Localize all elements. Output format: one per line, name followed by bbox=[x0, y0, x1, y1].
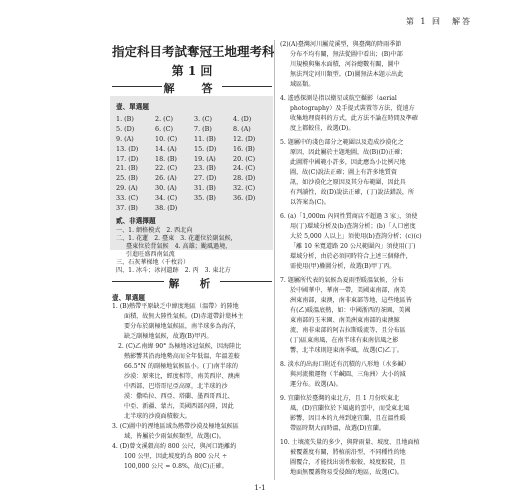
explanation-heading: 解 析 bbox=[168, 278, 216, 290]
answers-heading: 解 答 bbox=[163, 82, 221, 95]
right-text-line: 10. 土壤流失量的多少，與降雨量、坡度、且地面植 bbox=[280, 439, 420, 446]
explanation-rule-right bbox=[220, 281, 272, 282]
explanation-line: 2. (C)乙南緯 90° 為極地冰冠氣候，因海陸比 bbox=[118, 343, 242, 350]
right-text-line: photography）及手提式裝置等方法，從遠方 bbox=[290, 105, 415, 112]
column-divider bbox=[274, 40, 275, 480]
non-choice-answer: 一、1. 網格模式 2. 西北向 bbox=[116, 227, 193, 234]
mc-answer: 10. (C) bbox=[155, 134, 178, 143]
mc-answer: 8. (A) bbox=[233, 124, 251, 133]
mc-answer bbox=[233, 204, 272, 214]
mc-answer: 11. (B) bbox=[194, 134, 216, 143]
round-title: 第 1 回 bbox=[171, 64, 213, 78]
mc-answer: 24. (C) bbox=[233, 164, 256, 173]
mc-answer: 36. (D) bbox=[233, 194, 256, 203]
mc-answer: 14. (A) bbox=[155, 144, 177, 153]
right-text-line: 7. 題屬所代表的氣候為夏雨型暖溫氣候，分布 bbox=[280, 277, 404, 284]
explanation-line: 100 公里，因此坡度約為 800 公尺 ÷ bbox=[124, 453, 228, 460]
answers-rule-right bbox=[222, 86, 272, 87]
right-text-line: 與河流搬運物（半鹹圓、三角洲）大小的減 bbox=[290, 371, 406, 378]
mc-answer: 1. (B) bbox=[116, 115, 134, 123]
explanation-line: 漠：撒哈拉、西亞、塔蘭、墨西哥西北、 bbox=[124, 393, 234, 400]
explanation-line: 4. (D)曾文溪穀高約 800 公尺，與河口距離約 bbox=[112, 443, 237, 450]
right-text-line: 風，(D)宜蘭位於下風處的雲中，而受東北風 bbox=[290, 405, 410, 412]
right-text-line: 運分布。故選(A)。 bbox=[290, 381, 342, 388]
mc-row bbox=[116, 204, 272, 214]
mc-answer: 29. (A) bbox=[116, 184, 138, 193]
mc-answer: 26. (A) bbox=[155, 174, 177, 183]
mc-row bbox=[116, 194, 272, 204]
mc-answer: 9. (A) bbox=[116, 134, 134, 143]
right-text-line: 於中國華中、華南一帶，美國東南部，南美 bbox=[290, 287, 406, 294]
mc-answer: 25. (B) bbox=[116, 174, 138, 183]
right-text-line: 用(丁)環域分析及(b)查詢分析；(b)「人口密度 bbox=[290, 223, 416, 230]
right-text-line: (2)(A)臺灣河川屬荒溪型，與臺灣的降雨季節 bbox=[280, 41, 402, 48]
right-text-line: 圖，故(C)說法正確；圖上有許多地質資 bbox=[290, 169, 397, 176]
right-text-line: 原因，因此屬於主題地圖，故(B)(D)正確； bbox=[290, 149, 407, 156]
mc-answer bbox=[194, 204, 233, 214]
right-text-line: 有(乙)暖溫底熱，如：中國浙西的茶園、美國 bbox=[290, 307, 411, 314]
mc-row bbox=[116, 125, 272, 135]
right-text-line: 圖覆合，才能找出弱性較較，坡度較陡，且 bbox=[290, 459, 406, 466]
mc-answer: 27. (D) bbox=[194, 174, 217, 183]
non-choice-answer: 引進旺盛西南氣流 bbox=[126, 251, 175, 258]
mc-answer: 18. (B) bbox=[155, 154, 177, 163]
mc-answer: 19. (A) bbox=[194, 154, 216, 163]
mc-row bbox=[116, 184, 272, 194]
mc-answer: 37. (B) bbox=[116, 204, 138, 213]
single-choice-label: 壹、單選題 bbox=[116, 103, 149, 111]
explanation-line: 3. (C)圖中的溼地區域為熱帶沙漠及極地氣候區 bbox=[112, 423, 239, 430]
mc-answer: 7. (B) bbox=[194, 124, 212, 133]
right-text-line: 影響，因目本的九州到達宜蘭，且在溫性暖 bbox=[290, 415, 406, 422]
right-text-line: 帶區時期大而時溫，故選(D)宜蘭。 bbox=[290, 425, 385, 432]
explanation-line: 100,000 公尺 = 0.8%，故(C)正確。 bbox=[124, 463, 228, 470]
running-header: 第 1 回 解答 bbox=[405, 17, 472, 26]
mc-row bbox=[116, 115, 272, 125]
explanation-line: 面積，故無大陸性氣候。(D)赤道帶針葉林主 bbox=[124, 313, 244, 320]
right-text-line: 「離 10 米寬道路 20 公尺範圍內」須使用(丁) bbox=[290, 243, 416, 250]
mc-answer: 23. (B) bbox=[194, 164, 216, 173]
mc-answer: 3. (C) bbox=[194, 115, 213, 123]
mc-answer: 33. (C) bbox=[116, 194, 139, 203]
explanation-line: 1. (B)熱帶平原缺乏中緯度地區（溫帶）的陸地 bbox=[112, 303, 239, 310]
right-text-line: 此圖將中國範小許多，因此應為小比例尺地 bbox=[290, 159, 406, 166]
non-choice-answer: 臺東位於背氣候 4. 高雄；颱風過境， bbox=[126, 243, 232, 250]
mc-answer: 21. (B) bbox=[116, 164, 138, 173]
mc-answer: 6. (C) bbox=[155, 124, 174, 133]
right-text-line: 度上都較佳，故選(D)。 bbox=[290, 125, 355, 132]
mc-row bbox=[116, 155, 272, 165]
right-text-line: 被覆蓋度有關，將植前沿型，不同種性的地 bbox=[290, 449, 406, 456]
explanation-line: 66.5°N 的副極地氣候區小。(丁)南半球的 bbox=[124, 363, 238, 370]
right-text-line: 無法判定河川類型。(D)圖無法本題示出此 bbox=[290, 71, 404, 78]
right-text-line: 訊，如沙漠化之原因及其分布範圍，因此具 bbox=[290, 179, 406, 186]
right-text-line: 5. 題屬中的淺色部分之範圍以及造成沙漠化之 bbox=[280, 139, 404, 146]
mc-answer: 20. (C) bbox=[233, 154, 256, 163]
right-text-line: 大於 5,000 人以上」須使用(b)查詢分析；(c)(c) bbox=[290, 233, 422, 240]
mc-answer: 5. (D) bbox=[116, 124, 135, 133]
explanation-line: 熱影響其沿海地勢高而全年低溫，年溫差較 bbox=[124, 353, 240, 360]
explanation-line: 沙漠：原來比，經度相等，南美西岸、澳洲 bbox=[124, 373, 240, 380]
mc-answer: 38. (D) bbox=[155, 204, 178, 213]
right-text-line: 9. 宜蘭位於臺灣的東北方，且 1 月份吹東北 bbox=[280, 395, 400, 402]
mc-answer: 17. (D) bbox=[116, 154, 139, 163]
right-text-line: 環域分析，由於必須同時符合上述三個條件， bbox=[290, 253, 412, 260]
page-title: 指定科目考試奪冠王地理考科 bbox=[112, 44, 275, 59]
right-text-line: 川規模與集水面積，河谷總數有關，圖中 bbox=[290, 61, 400, 68]
non-choice-label: 貳、非選擇題 bbox=[116, 217, 156, 225]
mc-answer: 32. (C) bbox=[233, 184, 256, 193]
mc-answer: 28. (D) bbox=[233, 174, 256, 183]
mc-answer: 15. (D) bbox=[194, 144, 217, 153]
explanation-line: 中西部、巴塔哥尼亞高原，北半球的沙 bbox=[124, 383, 228, 390]
right-text-line: 域區類。 bbox=[290, 81, 315, 88]
right-text-line: 8. 淡水的出海口附近有沉積的八形地（水多鹹） bbox=[280, 361, 410, 368]
explanation-line: 中亞、新疆、蒙古，美國西部內陸，因此 bbox=[124, 403, 234, 410]
mc-row bbox=[116, 135, 272, 145]
right-text-line: 6. (a)「1,000m 內同性質商店不超過 3 家」，須使 bbox=[280, 213, 418, 220]
right-text-line: (丁)區東南風，在南半球有東南信風之影 bbox=[290, 337, 399, 344]
mc-answer: 22. (C) bbox=[155, 164, 178, 173]
right-text-line: 需使用(甲)疊圖分析，故選(B)甲丁丙。 bbox=[290, 263, 396, 270]
mc-answer: 31. (B) bbox=[194, 184, 216, 193]
explanation-line: 缺乏副極地氣候，故選(B)甲丙。 bbox=[124, 333, 213, 340]
mc-answer-grid bbox=[116, 115, 272, 214]
mc-answer: 13. (D) bbox=[116, 144, 139, 153]
right-text-line: 以答案為(C)。 bbox=[290, 199, 330, 206]
mc-row bbox=[116, 164, 272, 174]
mc-answer: 4. (D) bbox=[233, 115, 252, 123]
page-number: 1-1 bbox=[254, 484, 266, 492]
mc-answer: 35. (B) bbox=[194, 194, 216, 203]
right-text-line: 收集地理資料的方式，此方法不論在時間及準確 bbox=[290, 115, 418, 122]
mc-answer: 2. (C) bbox=[155, 115, 174, 123]
mc-answer: 16. (B) bbox=[233, 144, 255, 153]
explanation-line: 要分布於副極地氣候區，南半球多為海洋， bbox=[124, 323, 240, 330]
non-choice-answer: 三、石灰華梯地（千枚岩） bbox=[116, 259, 190, 266]
right-text-line: 東南部的玉米園、南美洲東南部的東澳鯨 bbox=[290, 317, 400, 324]
explanation-line: 北半球的沙漠面積較大。 bbox=[124, 413, 192, 420]
right-text-line: 響，北半球則迎東南季風，故選(C)乙丁。 bbox=[290, 347, 404, 354]
right-text-line: 地面無覆蓋物易受侵蝕的地區，故選(C)。 bbox=[290, 469, 404, 476]
explanation-line: 域，皆屬於少雨氣候類型，故選(C)。 bbox=[124, 433, 225, 440]
right-text-line: 4. 遙感探測是指以衛星或航空攝影（aerial bbox=[280, 95, 397, 102]
mc-answer: 30. (A) bbox=[155, 184, 177, 193]
right-text-line: 流，南非東部的阿吉拉斯暖流等，且分布區 bbox=[290, 327, 406, 334]
right-text-line: 洲東南部，東澳，南非東部等地，這些地區皆 bbox=[290, 297, 412, 304]
non-choice-answer: 四、1. 冰斗；冰河遺跡 2. 丙 3. 東北方 bbox=[116, 267, 231, 274]
mc-answer: 12. (D) bbox=[233, 134, 256, 143]
mc-answer: 34. (C) bbox=[155, 194, 178, 203]
mc-row bbox=[116, 145, 272, 155]
mc-row bbox=[116, 174, 272, 184]
right-text-line: 有判讀性，故(D)說法正確，(丁)說法錯誤，所 bbox=[290, 189, 415, 196]
explanation-section-label: 壹、單選題 bbox=[112, 294, 145, 302]
non-choice-answer: 二、1. 花蓮 2. 臺東 3. 花蓮位於副氣候， bbox=[116, 235, 237, 242]
right-text-line: 分布不均有關，無法從圖中看出；(B)中部 bbox=[290, 51, 403, 58]
